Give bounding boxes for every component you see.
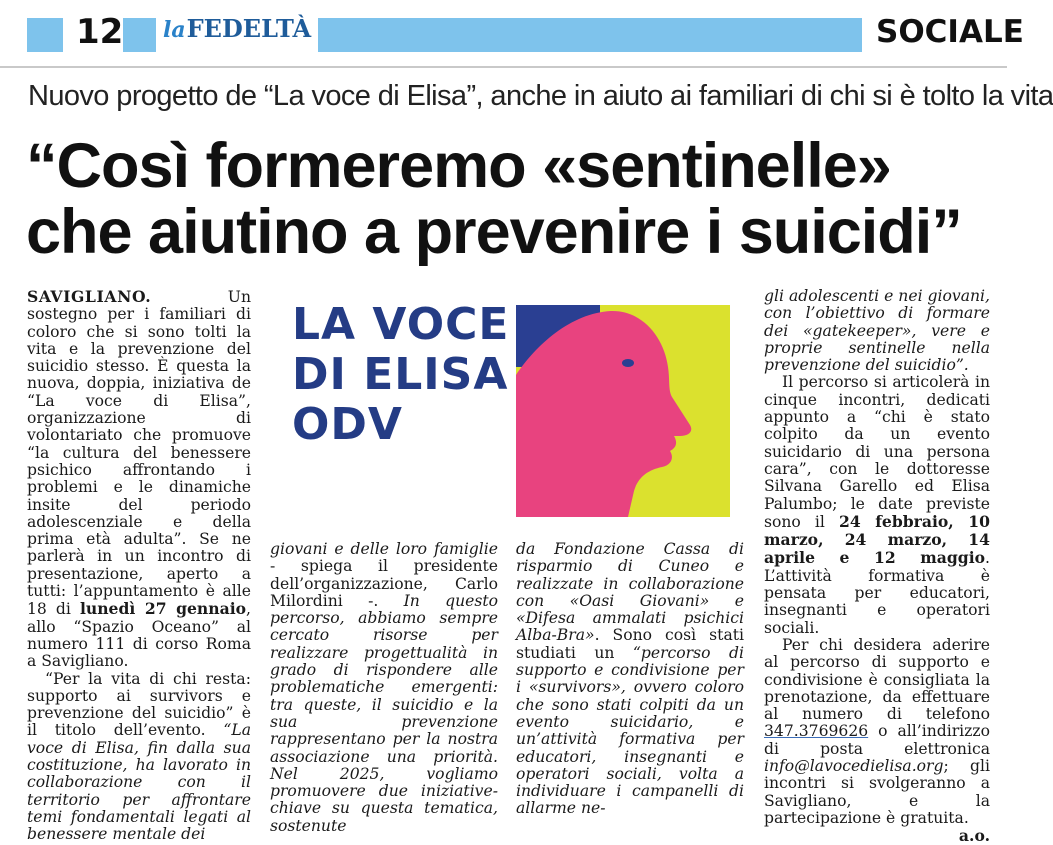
paragraph xyxy=(516,541,744,818)
article-column-3 xyxy=(516,541,744,818)
paragraph xyxy=(270,541,498,835)
text-run: - spiega il presidente dell’organizzazione, Carlo Milordini -. xyxy=(270,557,498,610)
face-profile-icon xyxy=(516,305,730,517)
event-date: lunedì 27 gennaio xyxy=(79,599,247,619)
paragraph xyxy=(764,637,990,827)
la-voce-di-elisa-logo xyxy=(292,298,732,520)
text-run: o all’indirizzo di posta elettronica xyxy=(764,722,990,758)
text-run: ; gli incontri si svolgeranno a Savigliano, e la partecipazione è gratuita. xyxy=(764,757,990,827)
dateline: SAVIGLIANO. xyxy=(27,287,152,306)
text-run: , allo “Spazio Oceano” al numero 111 di corso Roma a Savigliano. xyxy=(27,600,251,671)
logo-eye xyxy=(622,359,634,367)
course-dates: 24 febbraio, 10 marzo, 24 marzo, 14 aprile e 12 maggio xyxy=(764,511,990,568)
quote-run: giovani e delle loro famiglie xyxy=(270,540,498,558)
masthead-logo xyxy=(163,14,311,43)
header-divider xyxy=(0,66,1007,68)
header-accent-block-mid xyxy=(123,18,156,52)
article-column-1 xyxy=(27,288,251,844)
headline xyxy=(26,133,962,265)
quote-run: gli adolescenti e nei giovani, con l’obiettivo di formare dei «gatekeeper», vere e proprie sentinelle nella prevenzione del suicidio”. xyxy=(764,287,990,375)
quote-run: “percorso di supporto e condivisione per i «survivors», ovvero coloro che sono stati colpiti da un evento suicidario, e un’attività formativa per educatori, insegnanti e operatori sociali, volta a individuare i campanelli di allarme ne- xyxy=(516,643,744,818)
masthead-prefix: la xyxy=(163,17,186,43)
text-run: Per chi desidera aderire al percorso di supporto e condivisione è consigliata la prenotazione, da effettuare al numero di telefono xyxy=(764,635,990,724)
page-header xyxy=(0,0,1024,66)
paragraph xyxy=(27,288,251,671)
section-label: SOCIALE xyxy=(876,14,1024,50)
article-column-4 xyxy=(764,288,990,845)
logo-line-1: LA VOCE xyxy=(292,299,510,350)
quote-run: In questo percorso, abbiamo sempre cercato risorse per realizzare progettualità in grado di rispondere alle problematiche emergenti: tra queste, il suicidio e la sua prevenzione rappresentano per la nostra associazione una priorità. Nel 2025, vogliamo promuovere due iniziative-chiave su questa tematica, sostenute xyxy=(270,591,498,835)
quote-run: da Fondazione Cassa di risparmio di Cuneo e realizzate in collaborazione con «Oasi Giovani» e «Difesa ammalati psichici Alba-Bra» xyxy=(516,540,744,645)
phone-number: 347.3769626 xyxy=(764,722,869,741)
page-number: 12 xyxy=(76,12,124,52)
logo-line-2: DI ELISA xyxy=(292,349,509,400)
header-accent-block-left xyxy=(27,18,63,52)
logo-wordmark xyxy=(292,300,509,450)
email-address: info@lavocedielisa.org xyxy=(764,757,944,776)
headline-line-2: che aiutino a prevenire i suicidi” xyxy=(26,197,962,267)
text-run: Un sostegno per i familiari di coloro che si sono tolti la vita e la prevenzione del suicidio stesso. È questa la nuova, doppia, iniziativa de “La voce di Elisa”, organizzazione di volontariato che promuove “la cultura del benessere psichico affrontando i problemi e le dinamiche insite del periodo adolescenziale e della prima età adulta”. Se ne parlerà in un incontro di presentazione, aperto a tutti: l’appuntamento è alle 18 di xyxy=(27,288,251,619)
header-accent-bar xyxy=(318,18,862,52)
headline-line-1: “Così formeremo «sentinelle» xyxy=(26,131,891,201)
text-run: Il percorso si articolerà in cinque incontri, dedicati appunto a “chi è stato colpito da un evento suicidario di una persona cara”, con le dottoresse Silvana Garello ed Elisa Palumbo; le date previste sono il xyxy=(764,373,990,531)
article-column-2 xyxy=(270,541,498,835)
masthead-name: FEDELTÀ xyxy=(186,14,312,43)
paragraph xyxy=(764,374,990,636)
paragraph xyxy=(764,288,990,374)
logo-line-3: ODV xyxy=(292,399,403,450)
paragraph xyxy=(27,671,251,844)
quote-run: “La voce di Elisa, fin dalla sua costituzione, ha lavorato in collaborazione con il territorio per affrontare temi fondamentali legati al benessere mentale dei xyxy=(27,721,251,844)
text-run: . Sono così stati studiati un xyxy=(516,626,744,662)
text-run: “Per la vita di chi resta: supporto ai survivors e prevenzione del suicidio” è il titolo dell’evento. xyxy=(27,669,251,740)
text-run: . L’attività formativa è pensata per educatori, insegnanti e operatori sociali. xyxy=(764,549,990,637)
author-signature: a.o. xyxy=(958,826,990,845)
kicker: Nuovo progetto de “La voce di Elisa”, anche in aiuto ai familiari di chi si è tolto la vita xyxy=(28,80,1053,112)
